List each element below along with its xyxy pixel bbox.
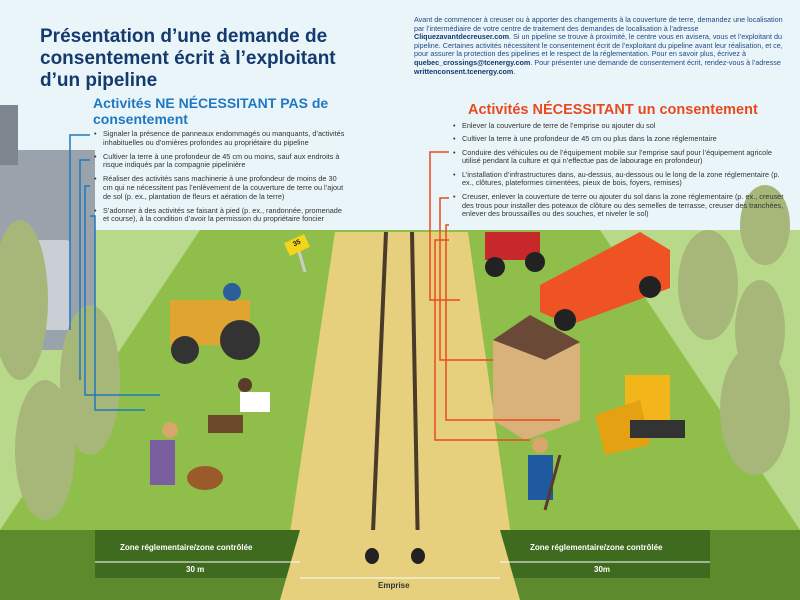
distance-right: 30m [594, 565, 611, 574]
list-item: • Cultiver la terre à une profondeur de 45 cm ou plus dans la zone réglementaire [452, 135, 788, 144]
right-of-way-label: Emprise [378, 581, 410, 590]
list-item: • S’adonner à des activités se faisant à pied (p. ex., randonnée, promenade et course), à la condition d’avoir la permission du propriétaire foncier [93, 207, 345, 225]
list-item: • Réaliser des activités sans machinerie à une profondeur de moins de 30 cm qui ne nécessitent pas l’enlèvement de la couverture de terre ou l’ajout de sol (p. ex., plantation de fleurs et aération de la terre) [93, 175, 345, 201]
intro-paragraph [414, 16, 794, 76]
zone-label-left: Zone réglementaire/zone contrôlée [120, 543, 253, 552]
no-consent-heading: Activités NE NÉCESSITANT PAS de consentement [93, 95, 329, 127]
list-item: • Signaler la présence de panneaux endommagés ou manquants, d’activités inhabituelles ou d’ornières profondes au propriétaire du pipeline [93, 130, 345, 148]
list-item: • Conduire des véhicules ou de l’équipement mobile sur l’emprise sauf pour l’équipement agricole utilisé pendant la culture et qui n’effectue pas de labourage en profondeur) [452, 149, 788, 167]
consent-link[interactable]: writtenconsent.tcenergy.com [414, 66, 514, 76]
list-item: • Creuser, enlever la couverture de terre ou ajouter du sol dans la zone réglementaire (p. ex., creuser des trous pour installer des poteaux de clôture ou des semelles de terrasse, creuser des tranchées, enlever des broussailles ou des souches, et niveler le sol) [452, 193, 788, 219]
email-link[interactable]: quebec_crossings@tcenergy.com [414, 57, 531, 67]
pipe-end-left [365, 548, 379, 564]
list-item: • Enlever la couverture de terre de l’emprise ou ajouter du sol [452, 122, 788, 131]
consent-required-list [452, 122, 788, 224]
sign-number: 35 [291, 238, 303, 249]
intro-text: Avant de commencer à creuser ou à apporter des changements à la couverture de terre, demandez une localisation par l’intermédiaire de votre centre de traitement des demandes de localisation à l’adresse [414, 15, 783, 33]
list-item: • L’installation d’infrastructures dans, au-dessus, au-dessous ou le long de la zone réglementaire (p. ex., clôtures, plateformes cimentées, pieux de bois, foyers, remises) [452, 171, 788, 189]
locate-link[interactable]: Cliquezavantdecreuser.com [414, 32, 510, 42]
zone-label-right: Zone réglementaire/zone contrôlée [530, 543, 663, 552]
pipe-end-right [411, 548, 425, 564]
intro-text: . [513, 66, 516, 76]
distance-left: 30 m [186, 565, 205, 574]
list-item: • Cultiver la terre à une profondeur de 45 cm ou moins, sauf aux endroits à risque indiqués par la compagnie pipelinière [93, 153, 345, 171]
page-title: Présentation d’une demande de consentement écrit à l’exploitant d’un pipeline [40, 26, 336, 91]
intro-text: . Pour présenter une demande de consentement écrit, rendez-vous à l’adresse [530, 57, 781, 67]
consent-required-heading: Activités NÉCESSITANT un consentement [468, 102, 758, 118]
no-consent-list [93, 130, 345, 229]
intro-text: . Si un pipeline se trouve à proximité, le centre vous en avisera, vous et l’exploitant du pipeline. Certaines activités nécessitent le consentement écrit de l’exploitant du pipeline avant leur réalisation, et ce, pour assurer la protection des pipelines et le respect de la réglementation. Pour en savoir plus, écrivez à [414, 32, 783, 59]
